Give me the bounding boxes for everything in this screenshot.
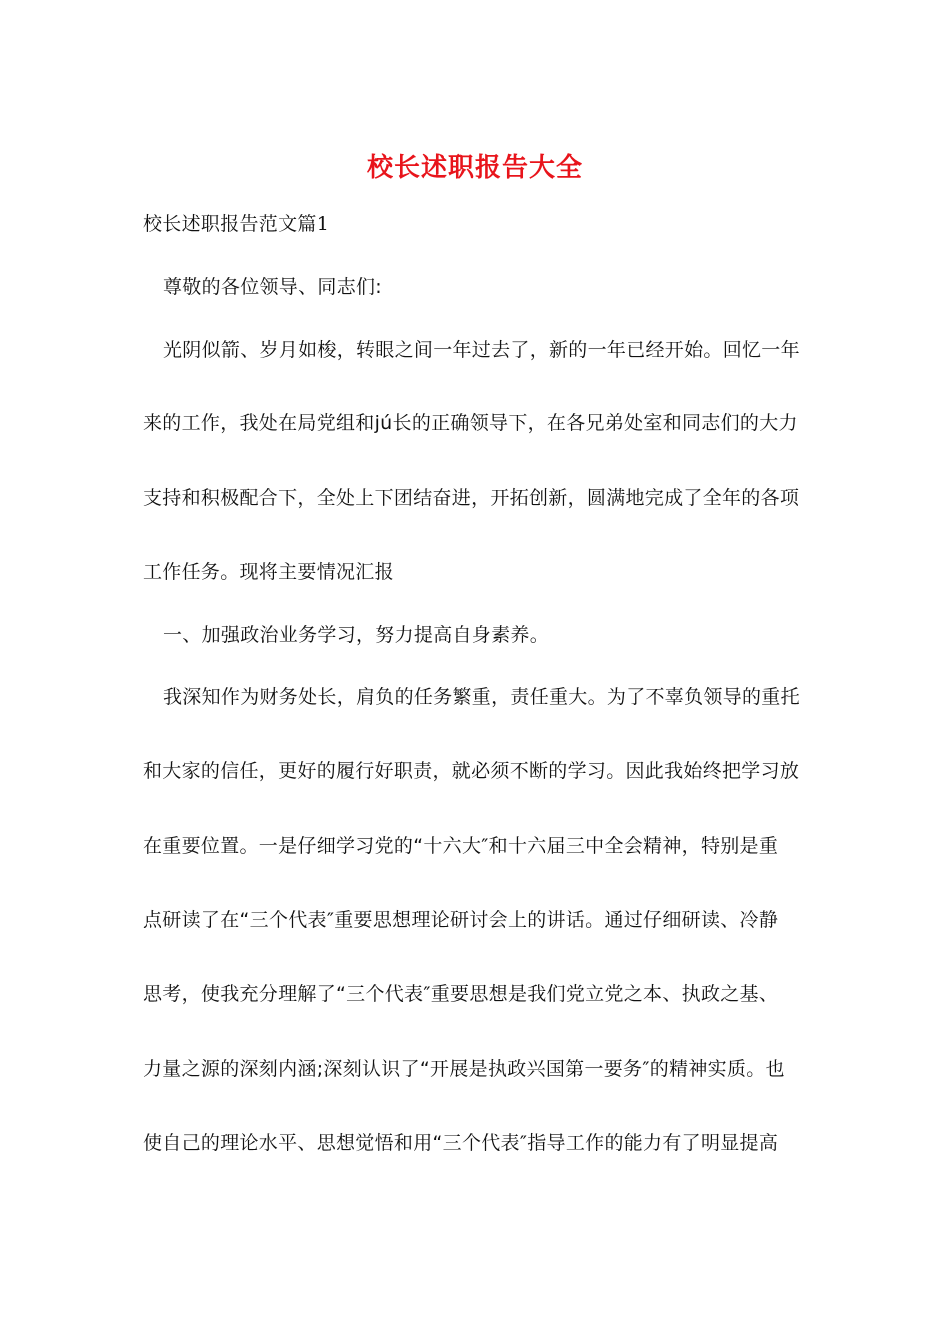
paragraph-line: 力量之源的深刻内涵;深刻认识了“开展是执政兴国第一要务″的精神实质。也: [143, 1058, 785, 1080]
section-point-heading: 一、加强政治业务学习，努力提高自身素养。: [163, 624, 550, 646]
paragraph-line: 点研读了在“三个代表″重要思想理论研讨会上的讲话。通过仔细研读、冷静: [143, 909, 779, 931]
section-heading: 校长述职报告范文篇1: [143, 213, 330, 235]
paragraph-line: 思考，使我充分理解了“三个代表″重要思想是我们党立党之本、执政之基、: [143, 983, 779, 1005]
salutation-line: 尊敬的各位领导、同志们:: [163, 276, 383, 298]
paragraph-line: 支持和积极配合下，全处上下团结奋进，开拓创新，圆满地完成了全年的各项: [143, 487, 800, 509]
paragraph-line: 工作任务。现将主要情况汇报: [143, 561, 394, 583]
paragraph-line: 使自己的理论水平、思想觉悟和用“三个代表″指导工作的能力有了明显提高: [143, 1132, 779, 1154]
paragraph-line: 来的工作，我处在局党组和jú长的正确领导下，在各兄弟处室和同志们的大力: [143, 412, 798, 434]
document-title: 校长述职报告大全: [366, 153, 583, 183]
paragraph-line: 在重要位置。一是仔细学习党的“十六大″和十六届三中全会精神，特别是重: [143, 835, 779, 857]
paragraph-line: 光阴似箭、岁月如梭，转眼之间一年过去了，新的一年已经开始。回忆一年: [163, 339, 800, 361]
paragraph-line: 和大家的信任，更好的履行好职责，就必须不断的学习。因此我始终把学习放: [143, 760, 800, 782]
paragraph-line: 我深知作为财务处长，肩负的任务繁重，责任重大。为了不辜负领导的重托: [163, 686, 800, 708]
